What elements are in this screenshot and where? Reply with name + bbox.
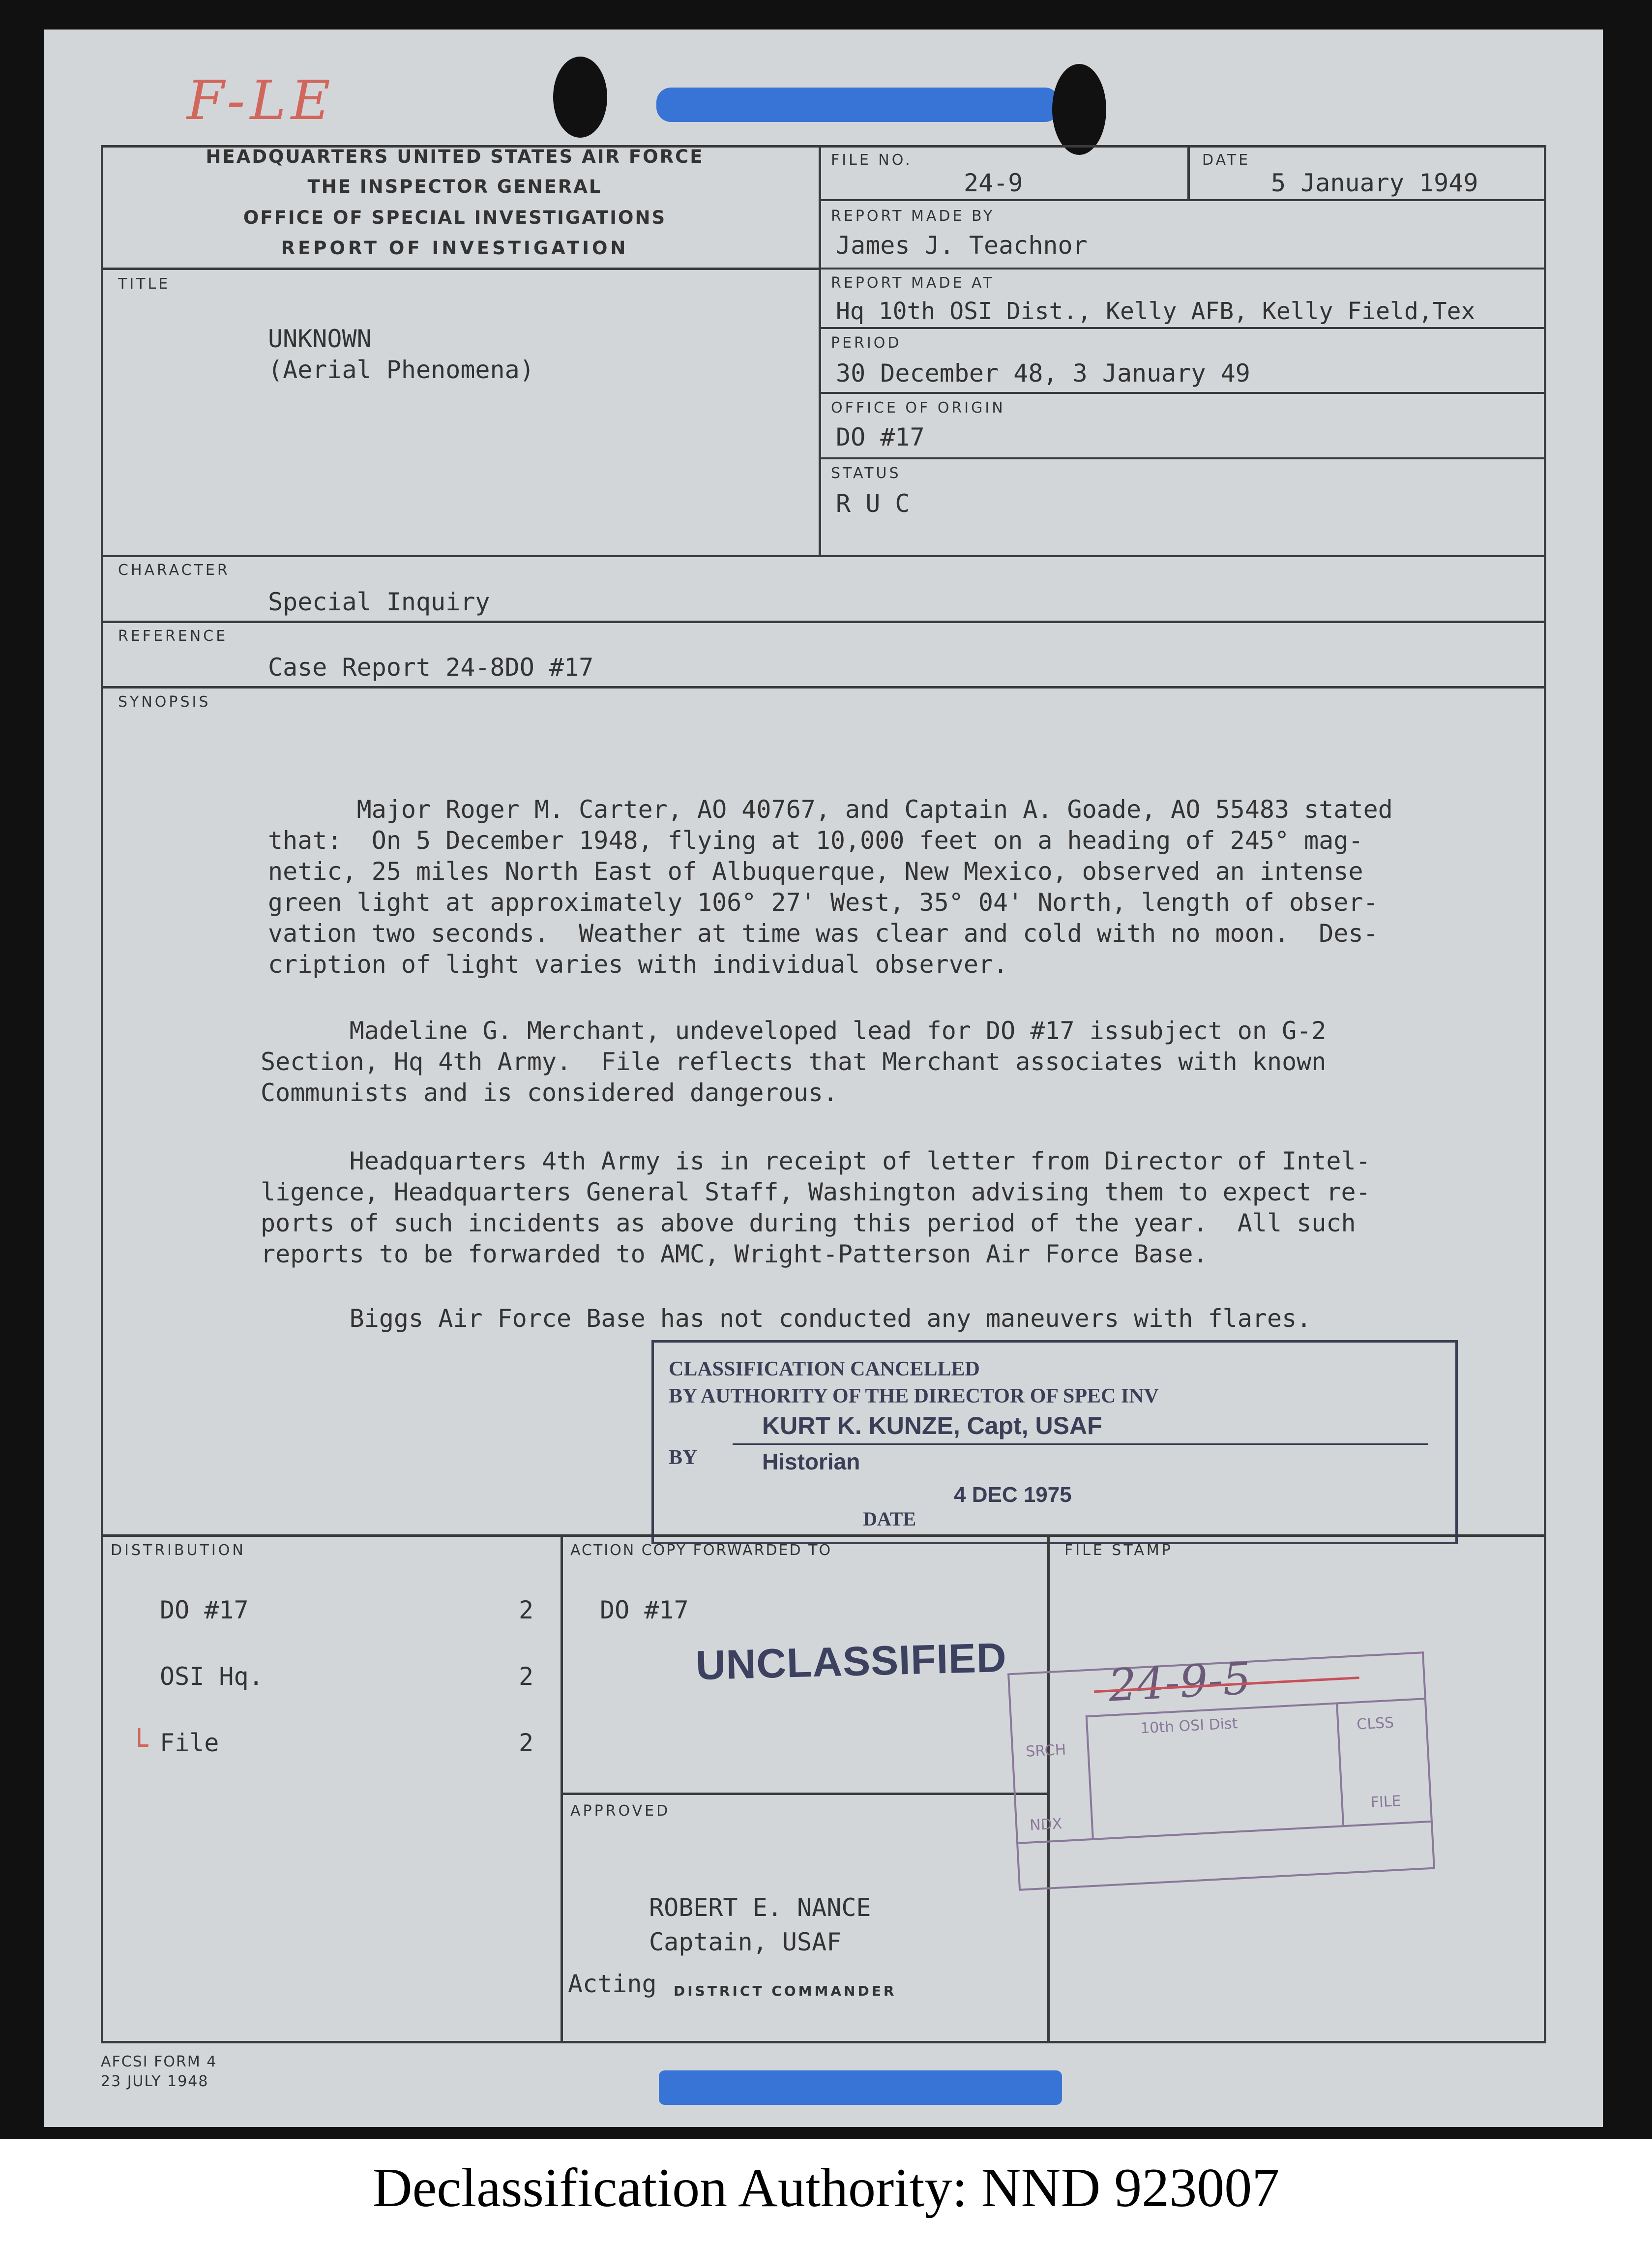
synopsis-paragraph-4: Biggs Air Force Base has not conducted any maneuvers with flares. bbox=[261, 1304, 1312, 1333]
file-no-label: FILE NO. bbox=[831, 151, 913, 169]
stamp-date-value: 4 DEC 1975 bbox=[954, 1483, 1072, 1507]
date-column-divider bbox=[1187, 145, 1190, 200]
stamp-line-1: CLASSIFICATION CANCELLED bbox=[669, 1358, 980, 1380]
title-value-1: UNKNOWN bbox=[268, 325, 372, 353]
form-date: 23 JULY 1948 bbox=[101, 2073, 209, 2090]
status-label: STATUS bbox=[831, 465, 901, 482]
row-line-1 bbox=[820, 199, 1545, 201]
redaction-marker-top bbox=[656, 88, 1060, 122]
reference-row-top bbox=[101, 621, 1546, 623]
stamp-role: Historian bbox=[762, 1449, 860, 1474]
action-copy-value: DO #17 bbox=[600, 1596, 689, 1624]
distribution-item-3-name: File bbox=[160, 1729, 219, 1757]
file-stamp-file: FILE bbox=[1370, 1792, 1402, 1812]
date-value: 5 January 1949 bbox=[1271, 169, 1478, 197]
reference-value: Case Report 24-8DO #17 bbox=[268, 653, 594, 682]
synopsis-label: SYNOPSIS bbox=[118, 693, 211, 711]
file-stamp-clss: CLSS bbox=[1356, 1714, 1394, 1734]
redaction-marker-bottom bbox=[659, 2070, 1062, 2105]
synopsis-paragraph-3: Headquarters 4th Army is in receipt of letter from Director of Intel- ligence, Headquarters General Staff, Washington advising them to expect re- ports of such incidents as above during this period of the year. All such reports to be forwarded to AMC, Wright-Patterson Air Force Base. bbox=[261, 1147, 1371, 1268]
report-made-by-value: James J. Teachnor bbox=[836, 231, 1088, 260]
form-left-border bbox=[101, 145, 103, 2043]
form-bottom-border bbox=[101, 2041, 1546, 2043]
file-stamp-inner-left bbox=[1086, 1715, 1094, 1838]
file-stamp-srch: SRCH bbox=[1025, 1741, 1067, 1761]
distribution-divider bbox=[560, 1534, 563, 2043]
report-form bbox=[44, 30, 1603, 2127]
row-line-2 bbox=[820, 268, 1545, 269]
file-stamp-dist: 10th OSI Dist bbox=[1140, 1715, 1239, 1737]
form-right-border bbox=[1544, 145, 1546, 2043]
title-value-2: (Aerial Phenomena) bbox=[268, 356, 534, 384]
action-copy-label: ACTION COPY FORWARDED TO bbox=[570, 1542, 832, 1559]
stamp-by: BY bbox=[669, 1446, 698, 1469]
approved-row-top bbox=[561, 1793, 1048, 1795]
title-row-top bbox=[101, 268, 820, 270]
row-line-5 bbox=[820, 457, 1545, 459]
status-value: R U C bbox=[836, 489, 910, 518]
distribution-item-3-count: 2 bbox=[519, 1729, 534, 1757]
office-value: DO #17 bbox=[836, 423, 925, 451]
row-line-4 bbox=[820, 392, 1545, 394]
file-stamp-number: 24-9-5 bbox=[1107, 1652, 1252, 1712]
distribution-item-1-count: 2 bbox=[519, 1596, 534, 1624]
row-line-3 bbox=[820, 327, 1545, 329]
approved-acting: Acting bbox=[568, 1970, 657, 1998]
file-stamp-label: FILE STAMP bbox=[1064, 1542, 1173, 1559]
report-made-by-label: REPORT MADE BY bbox=[831, 208, 995, 225]
character-row-top bbox=[101, 555, 1546, 557]
bottom-section-top bbox=[101, 1534, 1546, 1537]
file-stamp-inner-bottom bbox=[1018, 1821, 1431, 1844]
synopsis-paragraph-2: Madeline G. Merchant, undeveloped lead for DO #17 issubject on G-2 Section, Hq 4th Army. File reflects that Merchant associates with known Communists and is considered dangerous. bbox=[261, 1017, 1327, 1107]
distribution-item-2-count: 2 bbox=[519, 1662, 534, 1691]
file-stamp-inner-right bbox=[1336, 1702, 1344, 1825]
header-line-2: THE INSPECTOR GENERAL bbox=[307, 176, 602, 197]
approved-rank: Captain, USAF bbox=[649, 1928, 842, 1956]
distribution-item-2-name: OSI Hq. bbox=[160, 1662, 264, 1691]
character-label: CHARACTER bbox=[118, 562, 230, 579]
office-label: OFFICE OF ORIGIN bbox=[831, 399, 1005, 417]
distribution-label: DISTRIBUTION bbox=[111, 1542, 246, 1559]
stamp-name: KURT K. KUNZE, Capt, USAF bbox=[762, 1412, 1102, 1439]
title-label: TITLE bbox=[118, 275, 171, 293]
punch-hole-right bbox=[1052, 64, 1106, 155]
synopsis-paragraph-1: Major Roger M. Carter, AO 40767, and Captain A. Goade, AO 55483 stated that: On 5 December 1948, flying at 10,000 feet on a heading of 245° mag- netic, 25 miles North East of Albuquerque, New Mexico, observed an intense green light at approximately 106° 27' West, 35° 04' North, length of obser- vation two seconds. Weather at time was clear and cold with no moon. Des- cription of light varies with individual observer. bbox=[268, 795, 1393, 979]
declassification-authority: Declassification Authority: NND 923007 bbox=[372, 2157, 1280, 2218]
file-stamp-box bbox=[1007, 1651, 1435, 1891]
header-line-1: HEADQUARTERS UNITED STATES AIR FORCE bbox=[206, 146, 704, 167]
stamp-signature-line bbox=[733, 1443, 1428, 1445]
punch-hole-left bbox=[553, 57, 607, 138]
approved-label: APPROVED bbox=[570, 1802, 671, 1820]
stamp-line-2: BY AUTHORITY OF THE DIRECTOR OF SPEC INV bbox=[669, 1385, 1159, 1407]
file-no-value: 24-9 bbox=[964, 169, 1023, 197]
stamp-date-label: DATE bbox=[863, 1508, 916, 1530]
approved-name: ROBERT E. NANCE bbox=[649, 1893, 871, 1922]
file-stamp-ndx: NDX bbox=[1029, 1815, 1063, 1834]
reference-label: REFERENCE bbox=[118, 628, 228, 645]
header-line-3: OFFICE OF SPECIAL INVESTIGATIONS bbox=[243, 207, 667, 228]
date-label: DATE bbox=[1202, 151, 1251, 169]
handwritten-file-mark: F-LE bbox=[187, 69, 335, 132]
distribution-item-1-name: DO #17 bbox=[160, 1596, 249, 1624]
header-column-divider bbox=[819, 145, 821, 556]
unclassified-stamp: UNCLASSIFIED bbox=[695, 1634, 1007, 1689]
approved-title: DISTRICT COMMANDER bbox=[674, 1983, 897, 1999]
report-made-at-value: Hq 10th OSI Dist., Kelly AFB, Kelly Field,Tex bbox=[836, 298, 1475, 325]
form-number: AFCSI FORM 4 bbox=[101, 2053, 217, 2070]
synopsis-row-top bbox=[101, 686, 1546, 688]
header-line-4: REPORT OF INVESTIGATION bbox=[281, 238, 629, 259]
character-value: Special Inquiry bbox=[268, 588, 490, 616]
classification-cancelled-stamp bbox=[651, 1340, 1458, 1544]
period-value: 30 December 48, 3 January 49 bbox=[836, 359, 1250, 388]
report-made-at-label: REPORT MADE AT bbox=[831, 274, 995, 292]
period-label: PERIOD bbox=[831, 334, 902, 352]
file-check-mark: └ bbox=[130, 1729, 148, 1763]
